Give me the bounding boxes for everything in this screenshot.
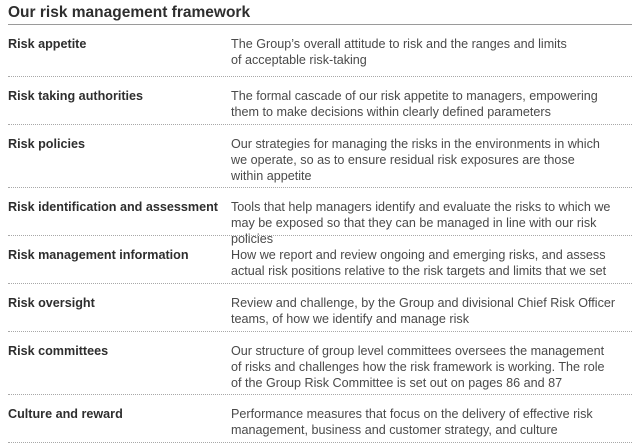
row-term: Risk committees [8, 344, 109, 358]
row-description: The Group’s overall attitude to risk and the ranges and limits of acceptable risk-taking [231, 37, 567, 67]
table-row [8, 188, 632, 246]
row-term: Risk oversight [8, 296, 95, 310]
row-term: Risk policies [8, 137, 85, 151]
table-row [8, 125, 632, 188]
row-term: Culture and reward [8, 407, 123, 421]
table-row [8, 284, 632, 332]
row-term: Risk management information [8, 248, 189, 262]
table-row [8, 395, 632, 443]
framework-table [8, 25, 632, 443]
row-description: How we report and review ongoing and emerging risks, and assess actual risk positions relative to the risk targets and limits that we set [231, 248, 607, 278]
row-term: Risk appetite [8, 37, 87, 51]
table-row [8, 332, 632, 395]
table-row [8, 77, 632, 125]
table-row [8, 25, 632, 77]
row-description: Our strategies for managing the risks in the environments in which we operate, so as to ensure residual risk exposures are those within appetite [231, 137, 600, 183]
row-description: Tools that help managers identify and evaluate the risks to which we may be exposed so that they can be managed in line with our risk policies [231, 200, 611, 246]
table-row [8, 236, 632, 284]
row-term: Risk identification and assessment [8, 200, 218, 214]
row-description: Review and challenge, by the Group and divisional Chief Risk Officer teams, of how we identify and manage risk [231, 296, 616, 326]
row-description: The formal cascade of our risk appetite to managers, empowering them to make decisions within clearly defined parameters [231, 89, 598, 119]
row-description: Our structure of group level committees oversees the management of risks and challenges how the risk framework is working. The role of the Group Risk Committee is set out on pages 86 and 87 [231, 344, 605, 390]
page-title: Our risk management framework [8, 0, 632, 25]
row-description: Performance measures that focus on the delivery of effective risk management, business and customer strategy, and culture [231, 407, 593, 437]
row-term: Risk taking authorities [8, 89, 144, 103]
